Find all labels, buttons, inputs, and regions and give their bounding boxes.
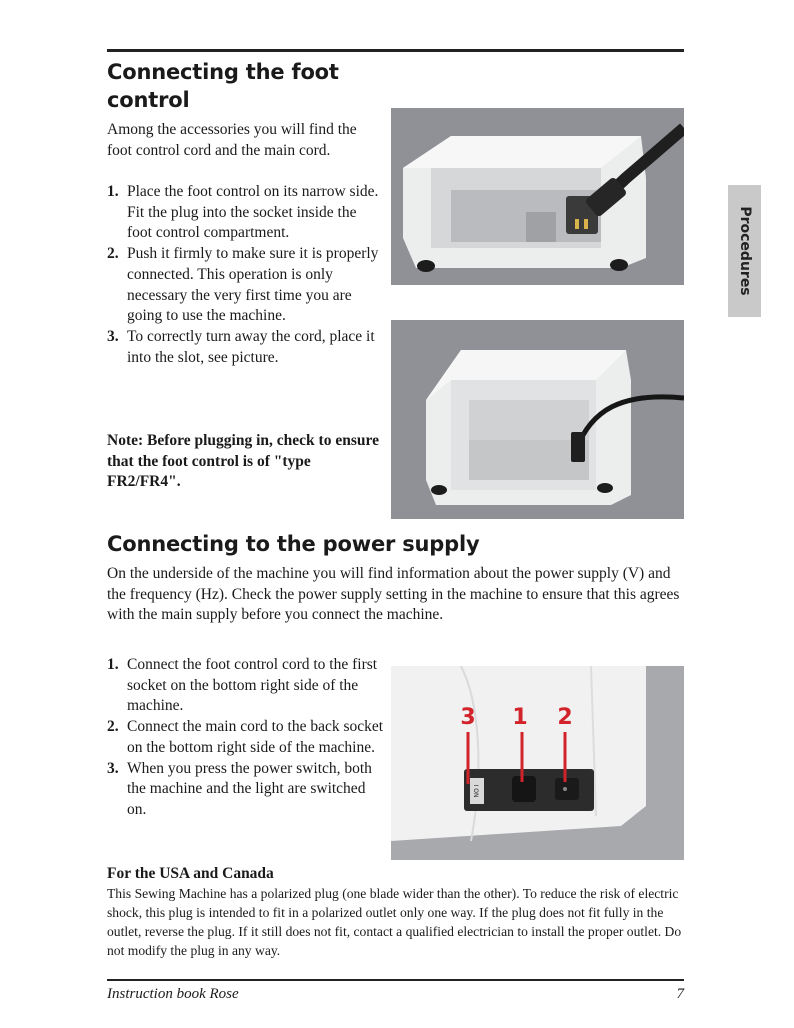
machine-sockets-photo (391, 666, 684, 860)
usa-canada-body: This Sewing Machine has a polarized plug (one blade wider than the other). To reduce the risk of electric shock, this plug is intended to fit in a polarized outlet only one way. If the plug does not fit fully in the outlet, reverse the plug. If it still does not fit, contact a qualified electrician to install the proper outlet. Do not modify the plug in any way. (107, 886, 682, 958)
step-item: 3. To correctly turn away the cord, place it into the slot, see picture. (107, 327, 375, 366)
top-rule (107, 49, 684, 52)
power-supply-intro: On the underside of the machine you will find information about the power supply (V) and the frequency (Hz). Check the power supply setting in the machine to ensure that this agrees with the main supply before you connect the machine. (107, 565, 680, 624)
bottom-rule (107, 979, 684, 981)
section-title-power-supply: Connecting to the power supply (107, 532, 480, 556)
step-item: 1. Connect the foot control cord to the first socket on the bottom right side of the machine. (107, 656, 378, 715)
foot-control-photo-socket (391, 108, 684, 285)
callout-label-1: 1 (512, 705, 528, 730)
step-item: 3. When you press the power switch, both the machine and the light are switched on. (107, 759, 372, 818)
power-supply-steps (107, 655, 387, 821)
step-item: 2. Push it firmly to make sure it is properly connected. This operation is only necessary the very first time you are going to use the machine. (107, 245, 379, 325)
step-item: 2. Connect the main cord to the back socket on the bottom right side of the machine. (107, 718, 384, 756)
callout-label-2: 2 (557, 705, 573, 730)
footer-book-title: Instruction book Rose (107, 986, 239, 1002)
usa-canada-heading: For the USA and Canada (107, 865, 274, 882)
section-title-foot-control: Connecting the foot control (107, 60, 339, 112)
step-item: 1. Place the foot control on its narrow side. Fit the plug into the socket inside the foot control compartment. (107, 183, 379, 242)
switch-label: I ON (472, 784, 479, 798)
foot-control-photo-slot (391, 320, 684, 519)
foot-control-note: Note: Before plugging in, check to ensure that the foot control is of "type FR2/FR4". (107, 432, 379, 491)
procedures-tab: Procedures (728, 185, 761, 317)
foot-control-intro: Among the accessories you will find the foot control cord and the main cord. (107, 121, 357, 159)
callout-label-3: 3 (460, 705, 476, 730)
page-number: 7 (676, 986, 684, 1002)
foot-control-steps (107, 182, 385, 368)
